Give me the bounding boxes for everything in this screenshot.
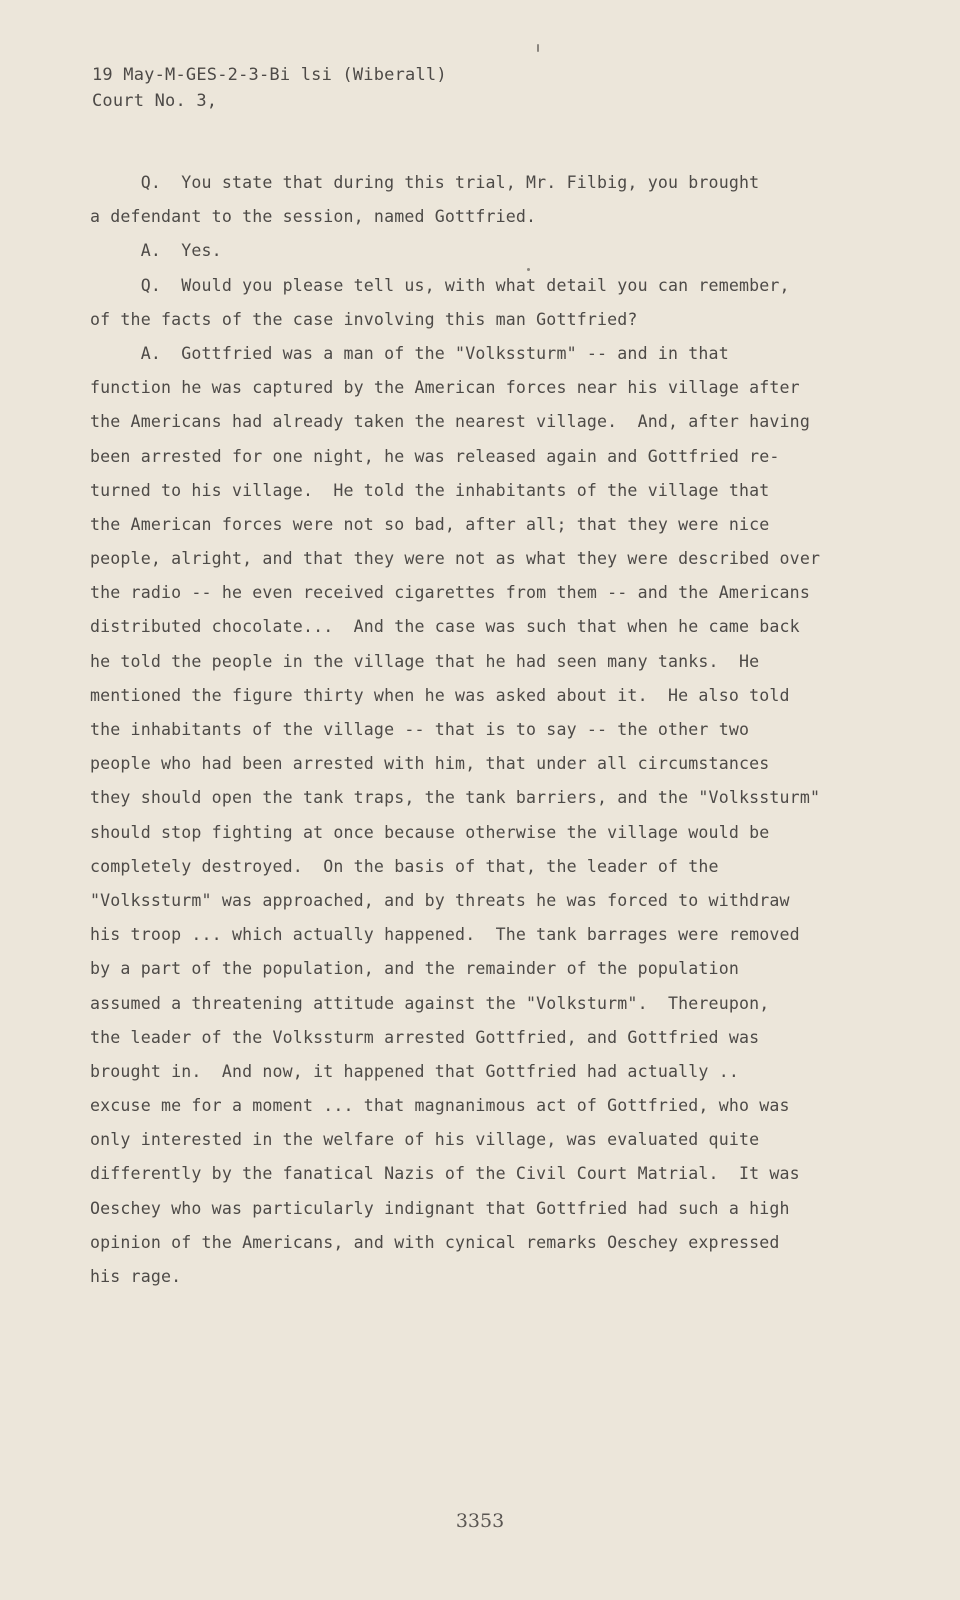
transcript-line: assumed a threatening attitude against the "Volksturm". Thereupon, xyxy=(90,993,770,1013)
transcript-line: brought in. And now, it happened that Gottfried had actually .. xyxy=(90,1061,739,1081)
paper-speck xyxy=(527,268,530,271)
transcript-line: A. Yes. xyxy=(90,241,222,261)
transcript-line: the Americans had already taken the nearest village. And, after having xyxy=(90,412,810,432)
transcript-line: mentioned the figure thirty when he was asked about it. He also told xyxy=(90,685,790,705)
transcript-line: of the facts of the case involving this man Gottfried? xyxy=(90,309,638,329)
page-number: 3353 xyxy=(455,1510,505,1532)
transcript-line: his rage. xyxy=(90,1267,182,1286)
transcript-body xyxy=(90,166,900,1294)
header-court-number: Court No. 3, xyxy=(92,91,218,111)
transcript-line: turned to his village. He told the inhabitants of the village that xyxy=(90,480,770,500)
transcript-line: Q. You state that during this trial, Mr. Filbig, you brought xyxy=(90,173,760,192)
transcript-line: differently by the fanatical Nazis of the Civil Court Matrial. It was xyxy=(90,1164,800,1184)
transcript-line: a defendant to the session, named Gottfried. xyxy=(90,207,537,227)
transcript-line: the radio -- he even received cigarettes from them -- and the Americans xyxy=(90,583,810,603)
transcript-line: he told the people in the village that he had seen many tanks. He xyxy=(90,651,760,671)
transcript-line: opinion of the Americans, and with cynical remarks Oeschey expressed xyxy=(90,1232,780,1252)
transcript-line: people, alright, and that they were not as what they were described over xyxy=(90,549,821,569)
transcript-line: function he was captured by the American forces near his village after xyxy=(90,378,800,398)
transcript-line: should stop fighting at once because otherwise the village would be xyxy=(90,822,770,842)
transcript-line: "Volkssturm" was approached, and by threats he was forced to withdraw xyxy=(90,890,790,910)
transcript-line: only interested in the welfare of his village, was evaluated quite xyxy=(90,1130,760,1150)
transcript-line: Q. Would you please tell us, with what detail you can remember, xyxy=(90,275,790,295)
transcript-line: by a part of the population, and the remainder of the population xyxy=(90,959,739,979)
transcript-line: the American forces were not so bad, after all; that they were nice xyxy=(90,514,770,534)
transcript-line: distributed chocolate... And the case was such that when he came back xyxy=(90,617,800,637)
transcript-line: Oeschey who was particularly indignant that Gottfried had such a high xyxy=(90,1198,790,1218)
paper-speck xyxy=(537,44,539,52)
transcript-line: excuse me for a moment ... that magnanimous act of Gottfried, who was xyxy=(90,1096,790,1116)
transcript-line: A. Gottfried was a man of the "Volkssturm" -- and in that xyxy=(90,343,729,363)
transcript-line: people who had been arrested with him, that under all circumstances xyxy=(90,754,770,774)
transcript-line: his troop ... which actually happened. The tank barrages were removed xyxy=(90,925,800,945)
transcript-line: they should open the tank traps, the tank barriers, and the "Volkssturm" xyxy=(90,788,821,808)
document-header xyxy=(92,62,447,114)
transcript-line: been arrested for one night, he was released again and Gottfried re- xyxy=(90,446,780,466)
transcript-line: completely destroyed. On the basis of that, the leader of the xyxy=(90,856,719,876)
header-case-reference: 19 May-M-GES-2-3-Bi lsi (Wiberall) xyxy=(92,65,447,85)
transcript-line: the inhabitants of the village -- that is to say -- the other two xyxy=(90,720,750,739)
transcript-line: the leader of the Volkssturm arrested Gottfried, and Gottfried was xyxy=(90,1027,760,1047)
